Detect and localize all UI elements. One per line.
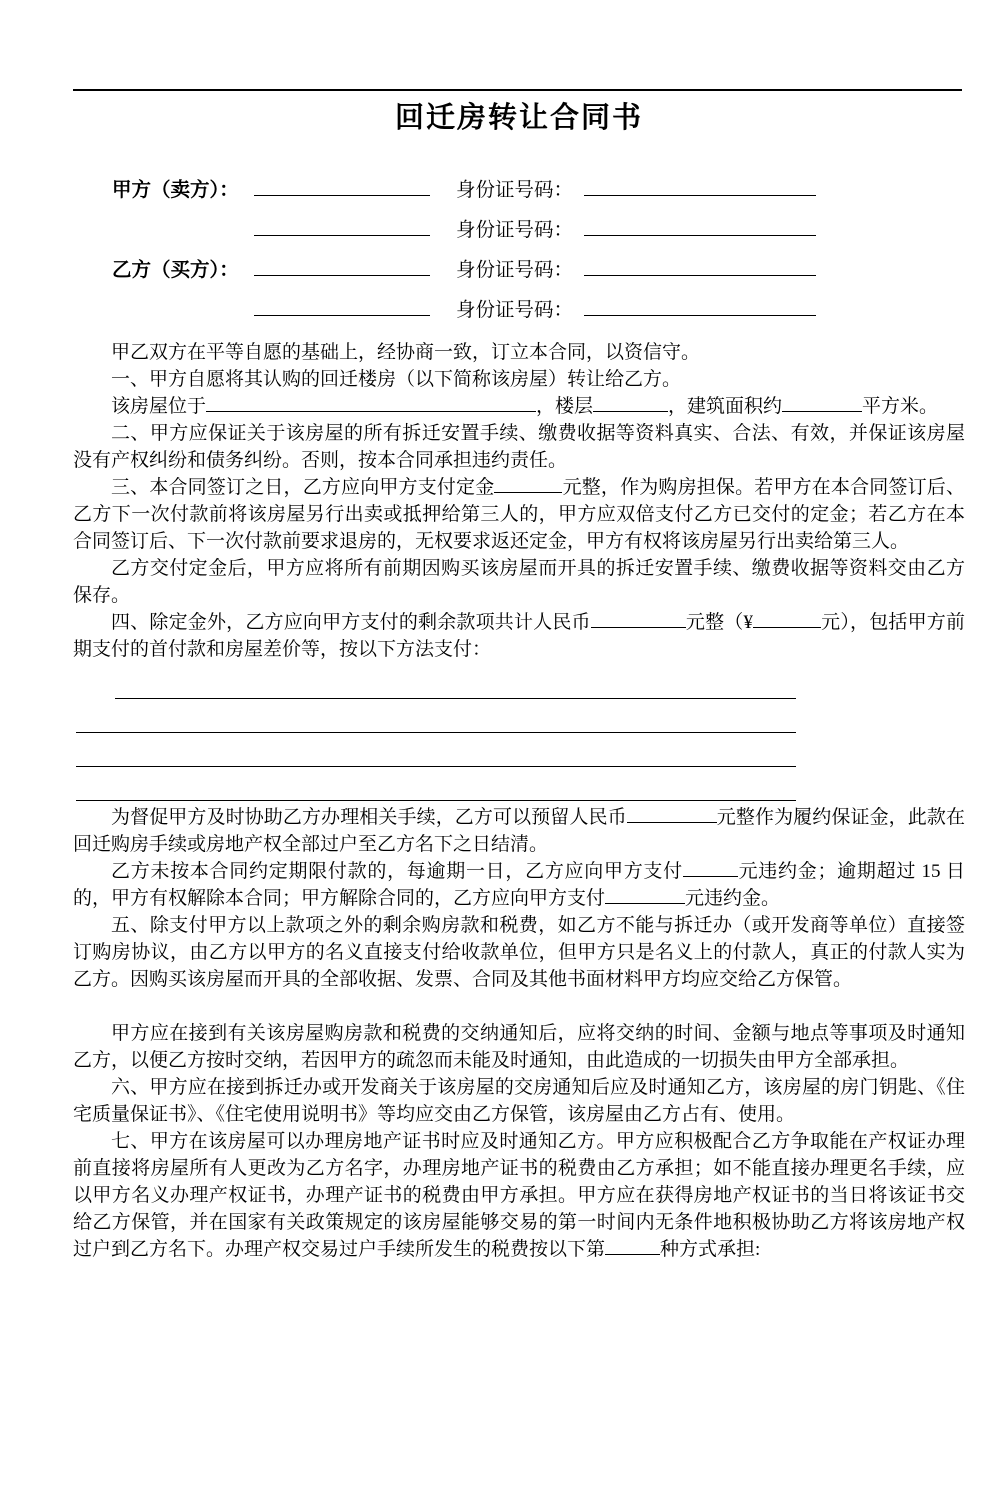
paragraph-text: 元违约金。 (685, 888, 781, 909)
party-b-second-id-blank[interactable] (584, 296, 816, 316)
fill-in-line[interactable] (76, 733, 796, 767)
header-divider (73, 89, 962, 91)
id-number-label: 身份证号码： (456, 300, 574, 321)
contract-body (73, 339, 965, 1263)
paragraph-text: 元整，作为购房担保。若甲方在本合同签订后、乙方下一次付款前将该房屋另行出卖或抵押给第三人的，甲方应双倍支付乙方已交付的定金；若乙方在本合同签订后、下一次付款前要求退房的，无权要求返还定金，甲方有权将该房屋另行出卖给第三人。 (73, 477, 965, 552)
fill-in-line[interactable] (115, 665, 796, 699)
id-number-label: 身份证号码： (456, 180, 574, 201)
contract-paragraph-8 (73, 804, 965, 858)
paragraph-text: 平方米。 (862, 396, 939, 417)
party-b-name-blank[interactable] (254, 256, 430, 276)
contract-paragraph-4 (73, 474, 965, 555)
party-a-name-blank[interactable] (254, 176, 430, 196)
paragraph-text: 该房屋位于 (111, 396, 207, 417)
paragraph-text: 甲乙双方在平等自愿的基础上，经协商一致，订立本合同，以资信守。 (111, 342, 701, 363)
paragraph-text: 二、甲方应保证关于该房屋的所有拆迁安置手续、缴费收据等资料真实、合法、有效，并保证该房屋没有产权纠纷和债务纠纷。否则，按本合同承担违约责任。 (73, 423, 965, 471)
id-number-label: 身份证号码： (456, 260, 574, 281)
fill-in-blank[interactable] (627, 805, 717, 823)
payment-fill-in-lines (73, 665, 965, 801)
paragraph-text: 乙方交付定金后，甲方应将所有前期因购买该房屋而开具的拆迁安置手续、缴费收据等资料交由乙方保存。 (73, 558, 965, 606)
party-section (73, 171, 965, 331)
paragraph-text: 三、本合同签订之日，乙方应向甲方支付定金 (111, 477, 495, 498)
party-a-id-blank[interactable] (584, 176, 816, 196)
paragraph-text: 乙方未按本合同约定期限付款的，每逾期一日，乙方应向甲方支付 (111, 861, 683, 882)
paragraph-text: 元整作为履约保证金，此款在回迁购房手续或房地产权全部过户至乙方名下之日结清。 (73, 807, 965, 855)
id-number-label: 身份证号码： (456, 220, 574, 241)
fill-in-blank[interactable] (593, 394, 668, 412)
fill-in-blank[interactable] (782, 394, 862, 412)
paragraph-text: 七、甲方在该房屋可以办理房地产证书时应及时通知乙方。甲方应积极配合乙方争取能在产权证办理前直接将房屋所有人更改为乙方名字，办理房地产证书的税费由乙方承担；如不能直接办理更名手续，应以甲方名义办理产权证书，办理产证书的税费由甲方承担。甲方应在获得房地产权证书的当日将该证书交给乙方保管，并在国家有关政策规定的该房屋能够交易的第一时间内无条件地积极协助乙方将该房地产权过户到乙方名下。办理产权交易过户手续所发生的税费按以下第 (73, 1131, 965, 1260)
paragraph-text: 一、甲方自愿将其认购的回迁楼房（以下简称该房屋）转让给乙方。 (111, 369, 682, 390)
contract-paragraph-1 (73, 366, 965, 393)
party-b-second-name-blank[interactable] (254, 296, 430, 316)
paragraph-text: 元违约金；逾期超过 15 日的，甲方有权解除本合同；甲方解除合同的，乙方应向甲方支付 (73, 861, 965, 909)
party-a-second-id-blank[interactable] (584, 216, 816, 236)
fill-in-blank[interactable] (605, 1237, 660, 1255)
paragraph-text: 元），包括甲方前期支付的首付款和房屋差价等，按以下方法支付： (73, 612, 965, 660)
party-b-row (112, 251, 965, 291)
contract-paragraph-6 (73, 609, 965, 663)
party-a-label: 甲方（卖方）： (112, 180, 239, 201)
contract-paragraph-3 (73, 420, 965, 474)
party-b-label: 乙方（买方）： (112, 260, 239, 281)
fill-in-blank[interactable] (591, 610, 686, 628)
party-a-second-name-blank[interactable] (254, 216, 430, 236)
party-b-second-row (112, 291, 965, 331)
fill-in-blank[interactable] (753, 610, 821, 628)
contract-paragraph-12 (73, 1074, 965, 1128)
page-title: 回迁房转让合同书 (394, 102, 643, 134)
party-a-row (112, 171, 965, 211)
fill-in-blank[interactable] (494, 475, 562, 493)
contract-paragraph-2 (73, 393, 965, 420)
paragraph-text: 元整（¥ (685, 612, 753, 633)
paragraph-text: 甲方应在接到有关该房屋购房款和税费的交纳通知后，应将交纳的时间、金额与地点等事项及时通知乙方，以便乙方按时交纳，若因甲方的疏忽而未能及时通知，由此造成的一切损失由甲方全部承担。 (73, 1023, 965, 1071)
paragraph-text: ，楼层 (536, 396, 594, 417)
contract-paragraph-5 (73, 555, 965, 609)
paragraph-text: ，建筑面积约 (668, 396, 783, 417)
fill-in-blank[interactable] (605, 886, 685, 904)
paragraph-text: 四、除定金外，乙方应向甲方支付的剩余款项共计人民币 (111, 612, 591, 633)
paragraph-text: 种方式承担: (660, 1239, 761, 1260)
contract-paragraph-9 (73, 858, 965, 912)
contract-page (0, 89, 993, 1493)
party-a-second-row (112, 211, 965, 251)
paragraph-text: 为督促甲方及时协助乙方办理相关手续，乙方可以预留人民币 (111, 807, 627, 828)
contract-paragraph-0 (73, 339, 965, 366)
contract-paragraph-11 (73, 1020, 965, 1074)
party-b-id-blank[interactable] (584, 256, 816, 276)
fill-in-line[interactable] (76, 699, 796, 733)
fill-in-blank[interactable] (683, 859, 738, 877)
paragraph-text: 五、除支付甲方以上款项之外的剩余购房款和税费，如乙方不能与拆迁办（或开发商等单位）直接签订购房协议，由乙方以甲方的名义直接支付给收款单位，但甲方只是名义上的付款人，真正的付款人实为乙方。因购买该房屋而开具的全部收据、发票、合同及其他书面材料甲方均应交给乙方保管。 (73, 915, 965, 990)
fill-in-line[interactable] (76, 767, 796, 801)
contract-paragraph-13 (73, 1128, 965, 1263)
paragraph-text: 六、甲方应在接到拆迁办或开发商关于该房屋的交房通知后应及时通知乙方，该房屋的房门钥匙、《住宅质量保证书》、《住宅使用说明书》等均应交由乙方保管，该房屋由乙方占有、使用。 (73, 1077, 965, 1125)
contract-paragraph-10 (73, 912, 965, 993)
fill-in-blank[interactable] (206, 394, 536, 412)
